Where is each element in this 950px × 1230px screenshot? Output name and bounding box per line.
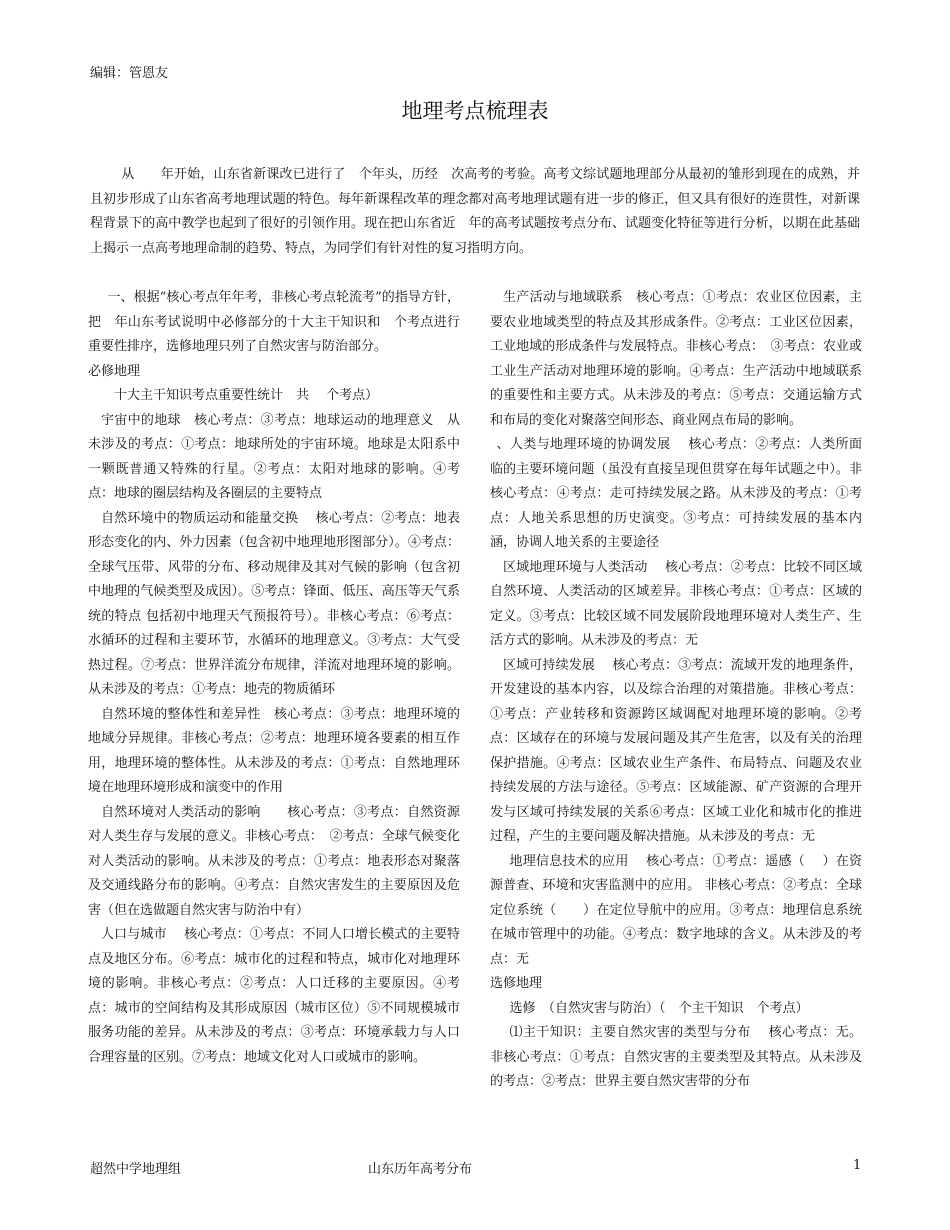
intro-paragraph xyxy=(90,163,860,261)
compulsory-label: 必修地理 xyxy=(88,363,141,379)
topic-production-linkage: 生产活动与地域联系 核心考点：①考点：农业区位因素，主要农业地域类型的特点及其形成条件。②考点：工业区位因素，工业地域的形成条件与发展特点。非核心考点： ③考点：农业或工业生产活动对地理环境的影响。④考点：生产活动中地域联系的重要性和主要方式。从未涉及的考点：⑤考点：交通运输方式和布局的变化对聚落空间形态、商业网点布局的影响。 xyxy=(490,290,862,428)
right-column xyxy=(490,286,902,1095)
footer-left: 超然中学地理组 xyxy=(90,1162,182,1177)
elective-heading: 选修 （自然灾害与防治）（ 个主干知识 个考点） xyxy=(509,1000,809,1016)
topic-harmonious-development: 、人类与地理环境的协调发展 核心考点：②考点：人类所面临的主要环境问题（虽没有直接呈现但贯穿在每年试题之中）。非核心考点：④考点：走可持续发展之路。从未涉及的考点：①考点：人地关系思想的历史演变。③考点：可持续发展的基本内涵，协调人地关系的主要途径 xyxy=(490,437,862,550)
topic-regional-sustainability: 区域可持续发展 核心考点：③考点：流域开发的地理条件，开发建设的基本内容，以及综合治理的对策措施。非核心考点：①考点：产业转移和资源跨区域调配对地理环境的影响。②考点：区域存在的环境与发展问题及其产生危害，以及有关的治理保护措施。④考点：区域农业生产条件、布局特点、问题及农业持续发展的方法与途径。⑤考点：区域能源、矿产资源的合理开发与区域可持续发展的关系⑥考点：区域工业化和城市化的推进过程，产生的主要问题及解决措施。从未涉及的考点：无 xyxy=(490,657,862,844)
intro-text: 从 年开始，山东省新课改已进行了 个年头，历经 次高考的考验。高考文综试题地理部分从最初的雏形到现在的成熟，并且初步形成了山东省高考地理试题的特色。每年新课程改革的理念都对高考地理试题有进一步的修正，但又具有很好的连贯性，对新课程背景下的高中教学也起到了很好的引领作用。现在把山东省近 年的高考试题按考点分布、试题变化特征等进行分析，以期在此基础上揭示一点高考地理命制的趋势、特点，为同学们有针对性的复习指明方向。 xyxy=(90,167,860,256)
page-number: 1 xyxy=(853,1158,862,1173)
left-column xyxy=(88,286,460,1070)
topic-material-energy: 自然环境中的物质运动和能量交换 核心考点：②考点：地表形态变化的内、外力因素（包含初中地理地形图部分）。④考点：全球气压带、风带的分布、移动规律及其对气候的影响（包含初中地理的气候类型及成因）。⑤考点：锋面、低压、高压等天气系统的特点 包括初中地理天气预报符号）。非核心考点：⑥考点：水循环的过程和主要环节，水循环的地理意义。③考点：大气受热过程。⑦考点：世界洋流分布规律，洋流对地理环境的影响。从未涉及的考点：①考点：地壳的物质循环 xyxy=(88,510,460,697)
topic-environment-impact: 自然环境对人类活动的影响 核心考点：③考点：自然资源对人类生存与发展的意义。非核心考点： ②考点：全球气候变化对人类活动的影响。从未涉及的考点：①考点：地表形态对聚落及交通线路分布的影响。④考点：自然灾害发生的主要原因及危害（但在选做题自然灾害与防治中有） xyxy=(88,804,460,918)
elective-topic-1: ⑴主干知识：主要自然灾害的类型与分布 核心考点：无。非核心考点：①考点：自然灾害的主要类型及其特点。从未涉及的考点：②考点：世界主要自然灾害带的分布 xyxy=(490,1025,862,1089)
editor-line: 编辑：管恩友 xyxy=(90,66,169,81)
page-title: 地理考点梳理表 xyxy=(401,99,549,123)
topic-earth-in-universe: 宇宙中的地球 核心考点：③考点：地球运动的地理意义 从未涉及的考点：①考点：地球所处的宇宙环境。地球是太阳系中一颗既普通又特殊的行星。②考点：太阳对地球的影响。④考点：地球的圈层结构及各圈层的主要特点 xyxy=(88,412,460,501)
section-heading: 一、根据“核心考点年年考，非核心考点轮流考”的指导方针，把 年山东考试说明中必修部分的十大主干知识和 个考点进行重要性排序，选修地理只列了自然灾害与防治部分。 xyxy=(88,290,460,354)
topic-integrity-difference: 自然环境的整体性和差异性 核心考点：③考点：地理环境的地域分异规律。非核心考点：②考点：地理环境各要素的相互作用，地理环境的整体性。从未涉及的考点：①考点：自然地理环境在地理环境形成和演变中的作用 xyxy=(88,706,460,795)
topic-regional-environment: 区域地理环境与人类活动 核心考点：②考点：比较不同区域自然环境、人类活动的区域差异。非核心考点：①考点：区域的定义。③考点：比较区域不同发展阶段地理环境对人类生产、生活方式的影响。从未涉及的考点：无 xyxy=(490,559,862,648)
footer-center: 山东历年高考分布 xyxy=(368,1162,473,1177)
topic-population-city: 人口与城市 核心考点：①考点：不同人口增长模式的主要特点及地区分布。⑥考点：城市化的过程和特点，城市化对地理环境的影响。非核心考点：②考点：人口迁移的主要原因。④考点：城市的空间结构及其形成原因（城市区位）⑤不同规模城市服务功能的差异。从未涉及的考点：③考点：环境承载力与人口合理容量的区别。⑦考点：地域文化对人口或城市的影响。 xyxy=(88,927,460,1065)
stats-heading: 十大主干知识考点重要性统计 共 个考点） xyxy=(114,388,379,403)
topic-geo-information: 地理信息技术的应用 核心考点：①考点：遥感（ ）在资源普查、环境和灾害监测中的应用。 非核心考点：②考点：全球定位系统（ ）在定位导航中的应用。③考点：地理信息系统 在城市管理中的功能。④考点：数字地球的含义。从未涉及的考点：无 xyxy=(490,853,902,967)
elective-label: 选修地理 xyxy=(490,976,543,991)
